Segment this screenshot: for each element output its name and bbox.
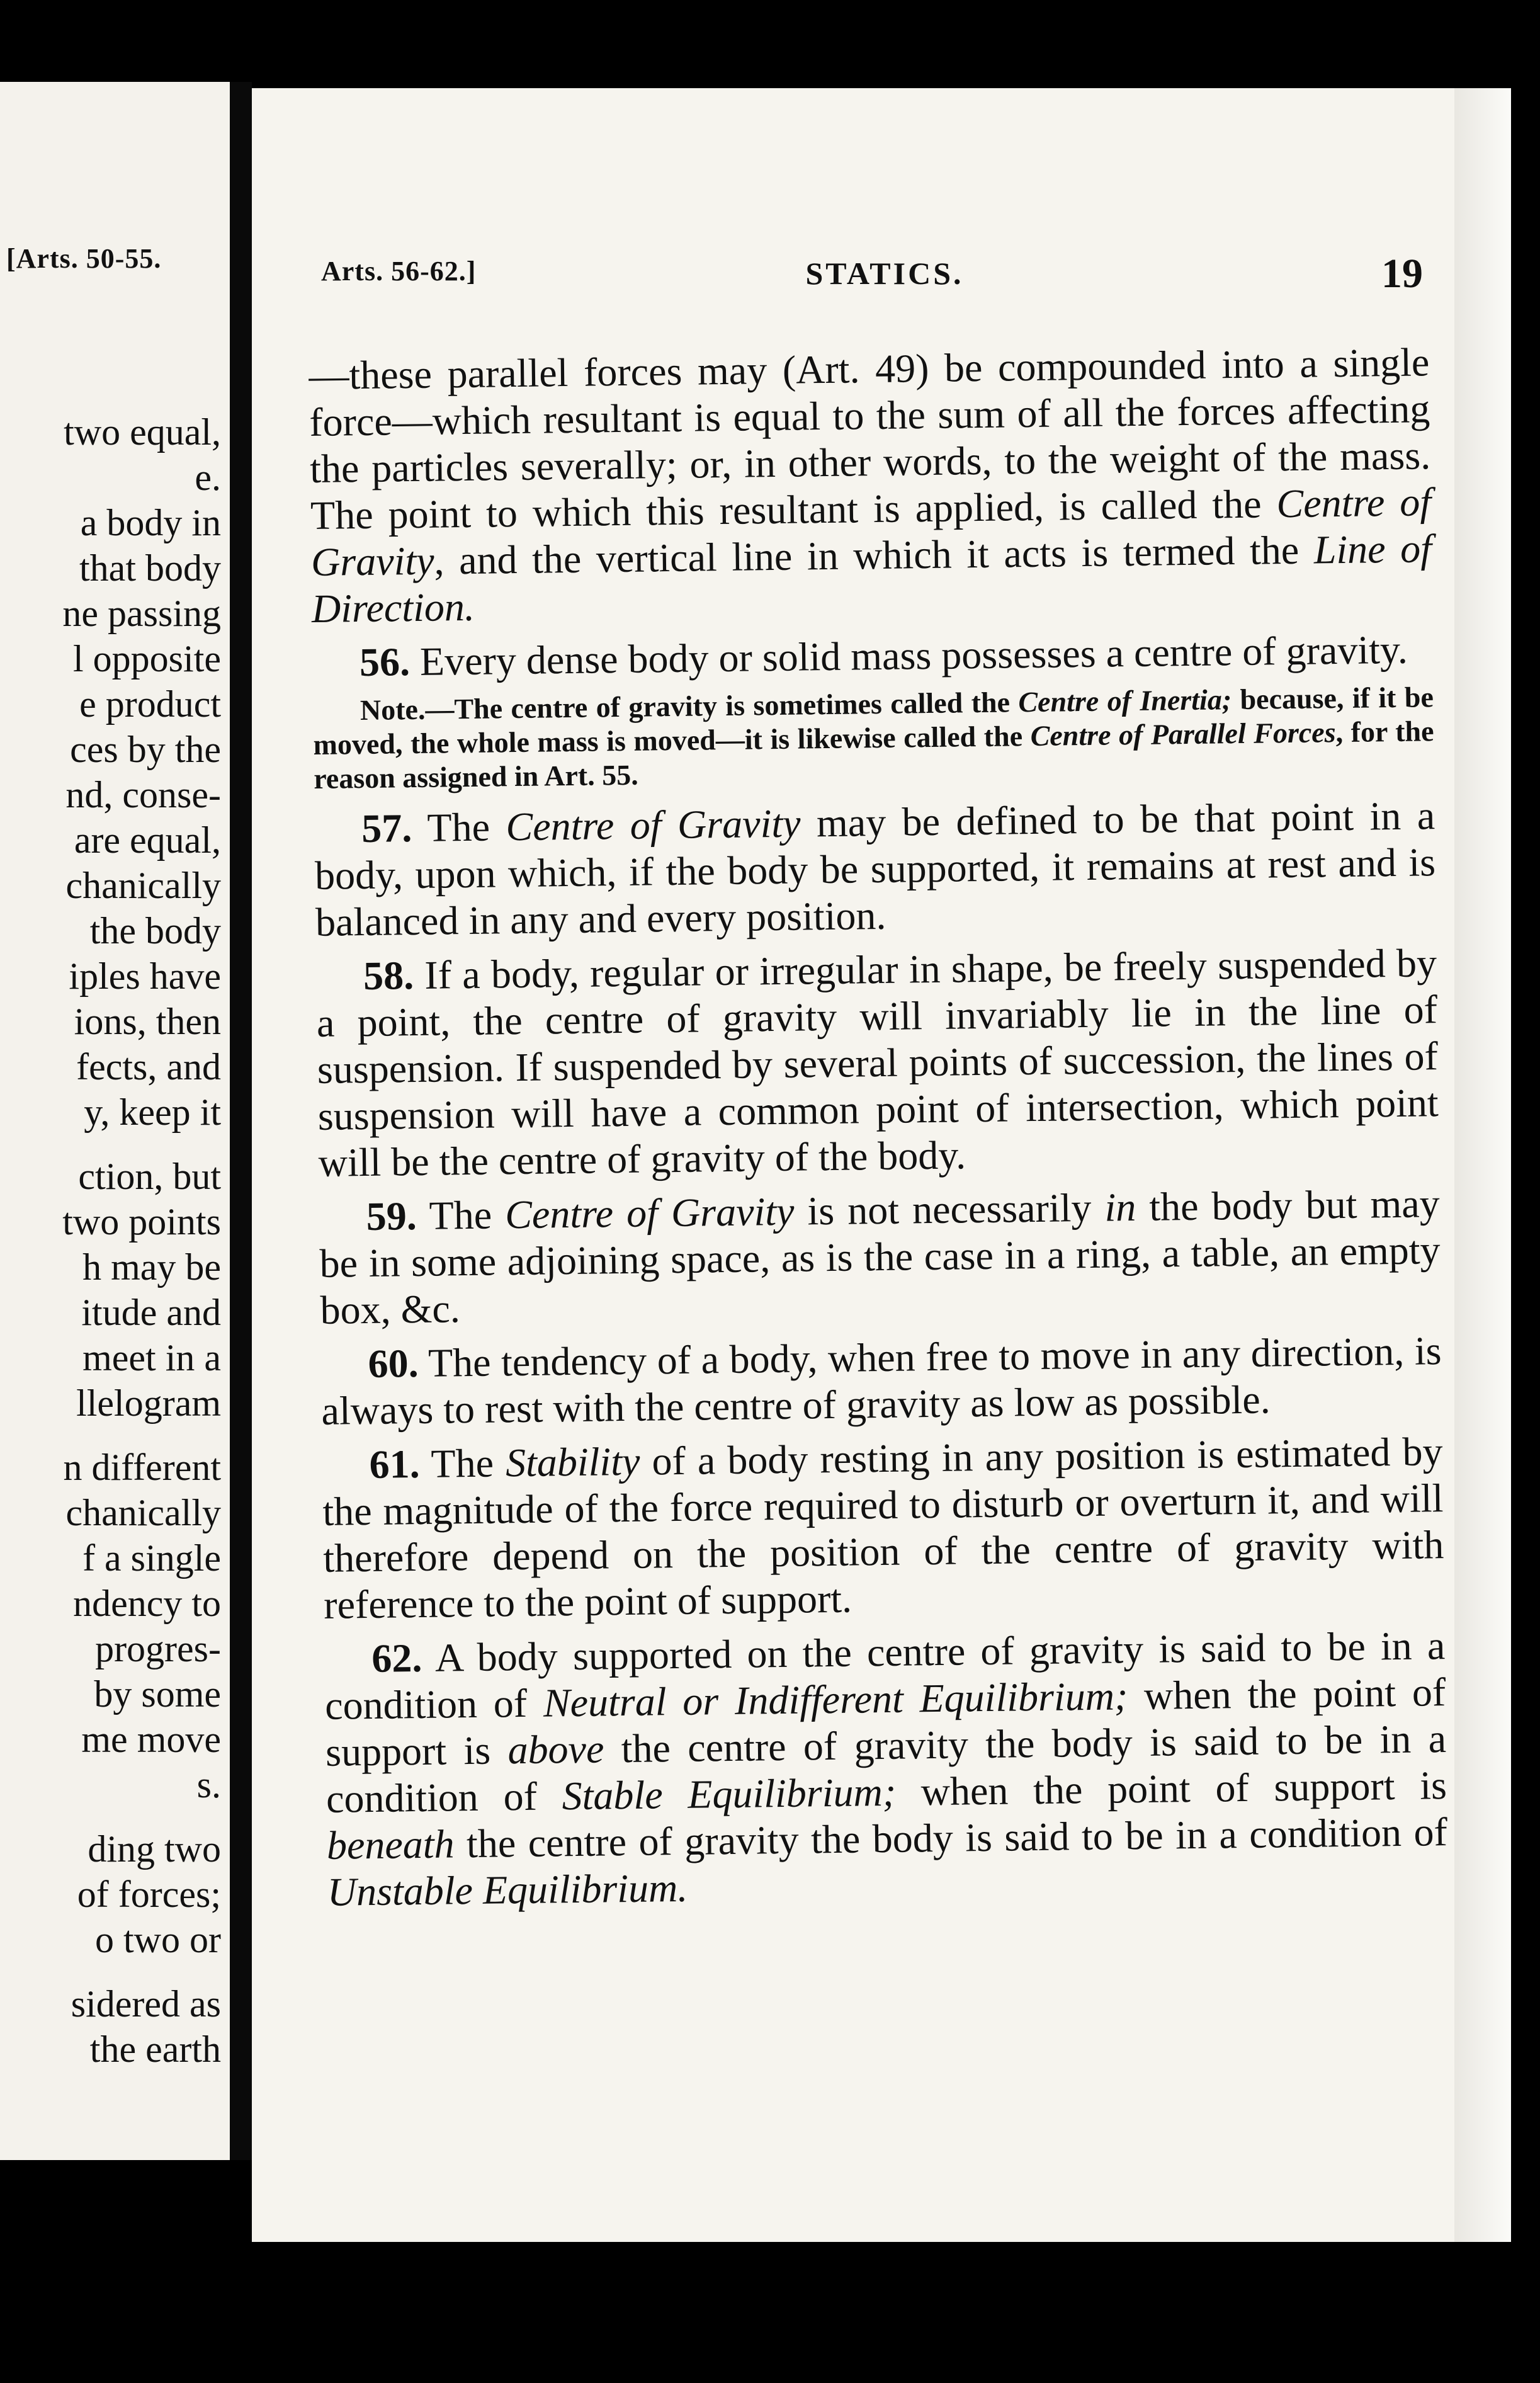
- note-paragraph: [313, 680, 1435, 796]
- running-head: [321, 251, 1448, 305]
- italic-term: beneath: [326, 1821, 455, 1868]
- left-page-line: two points: [62, 1201, 221, 1243]
- body-text: [309, 339, 1448, 1923]
- article-cont: [309, 339, 1432, 632]
- left-page-line: itude and: [81, 1292, 221, 1333]
- italic-term: in: [1104, 1185, 1136, 1230]
- text-run: A body supported on the centre of gravity is said to be in a condition of: [324, 1623, 1446, 1728]
- left-page-line: [0, 1807, 221, 1826]
- left-page-fragment: [0, 82, 230, 2160]
- text-run: The tendency of a body, when free to move in any direction, is always to rest with the centre of gravity as low as possible.: [321, 1328, 1442, 1433]
- italic-term: above: [507, 1726, 604, 1773]
- left-page-line: the body: [89, 910, 221, 952]
- left-page-line: that body: [79, 547, 221, 589]
- text-run: the body but may be in some adjoining space, as is the case in a ring, a table, an empty box, &c.: [319, 1181, 1441, 1333]
- page-number: 19: [1381, 251, 1423, 297]
- italic-term: Centre of Gravity: [504, 1188, 795, 1237]
- left-page-line: a body in: [80, 502, 221, 543]
- article-number: 56.: [359, 639, 410, 685]
- left-page-line: chanically: [65, 1492, 221, 1533]
- left-page-line: by some: [94, 1673, 221, 1715]
- left-page-line: progres-: [95, 1628, 221, 1669]
- text-run: , and the vertical line in which it acts is termed the: [434, 527, 1315, 583]
- left-page-running-head: [Arts. 50-55.: [6, 243, 162, 274]
- text-run: The: [411, 804, 506, 851]
- article-a57: [314, 792, 1437, 946]
- left-page-line: two equal,: [64, 411, 221, 453]
- left-page-line: llelogram: [76, 1382, 221, 1424]
- left-page-line: the earth: [89, 2028, 221, 2070]
- article-a60: [320, 1328, 1442, 1435]
- left-page-line: e.: [195, 457, 221, 498]
- left-page-line: f a single: [82, 1537, 221, 1579]
- article-number: 58.: [363, 953, 414, 999]
- running-head-title: STATICS.: [805, 256, 964, 291]
- italic-term: Line of Direction.: [311, 526, 1432, 631]
- italic-term: Neutral or Indifferent Equilibrium;: [543, 1673, 1128, 1726]
- left-page-line: o two or: [95, 1919, 221, 1960]
- text-run: the centre of gravity the body is said to be in a condition of: [326, 1716, 1447, 1821]
- text-run: because, if it be moved, the whole mass is moved—it is likewise called the: [313, 681, 1434, 761]
- left-page-line: chanically: [65, 865, 221, 906]
- left-page-line: h may be: [82, 1246, 221, 1288]
- left-page-text: [0, 409, 221, 2072]
- article-number: 60.: [368, 1340, 419, 1386]
- left-page-line: meet in a: [82, 1337, 221, 1379]
- left-page-line: l opposite: [73, 638, 221, 680]
- article-number: 62.: [371, 1635, 422, 1681]
- left-page-line: s.: [196, 1764, 221, 1806]
- italic-term: Centre of Gravity: [310, 479, 1432, 584]
- left-page-line: sidered as: [71, 1983, 221, 2025]
- italic-term: Unstable Equilibrium.: [327, 1865, 688, 1914]
- italic-term: Stable Equilibrium;: [562, 1769, 897, 1819]
- text-run: The: [416, 1192, 506, 1239]
- left-page-line: are equal,: [74, 819, 221, 861]
- left-page-line: ces by the: [70, 729, 221, 770]
- text-run: —these parallel forces may (Art. 49) be compounded into a single force—which resultant is equal to the sum of all the forces affecting the particles severally; or, in other words, to the weight of the mass. The point to which this resultant is applied, is called the: [309, 339, 1431, 538]
- text-run: If a body, regular or irregular in shape, be freely suspended by a point, the centre of gravity will invariably lie in the line of suspension. If suspended by several points of succession, the lines of suspension will have a common point of intersection, which point will be the centre of gravity of the body.: [316, 940, 1439, 1185]
- left-page-line: fects, and: [76, 1046, 221, 1088]
- left-page-line: ction, but: [78, 1156, 221, 1197]
- text-run: , for the reason assigned in Art. 55.: [313, 715, 1434, 795]
- text-run: of a body resting in any position is estimated by the magnitude of the force required to disturb or overturn it, and will therefore depend on the position of the centre of gravity with reference to the point of support.: [322, 1429, 1444, 1627]
- text-run: The: [419, 1440, 506, 1486]
- article-a59: [319, 1180, 1441, 1334]
- page-edge: [1454, 88, 1511, 2242]
- left-page-line: [0, 1135, 221, 1154]
- left-page-line: [0, 1962, 221, 1981]
- italic-term: Stability: [505, 1438, 640, 1486]
- left-page-line: ne passing: [62, 593, 221, 634]
- article-number: 61.: [369, 1441, 421, 1487]
- italic-term: Centre of Parallel Forces: [1030, 716, 1336, 753]
- text-run: Note.—The centre of gravity is sometimes called the: [360, 686, 1019, 727]
- left-page-line: e product: [79, 683, 221, 725]
- left-page-line: ndency to: [73, 1583, 221, 1624]
- article-a58: [316, 940, 1439, 1186]
- left-page-line: me move: [81, 1719, 221, 1760]
- article-a56: [312, 626, 1434, 686]
- left-page-line: [0, 1426, 221, 1445]
- text-run: when the point of support is: [325, 1669, 1446, 1775]
- left-page-line: iples have: [69, 955, 221, 997]
- book-gutter: [230, 82, 252, 2160]
- left-page-line: of forces;: [77, 1874, 221, 1915]
- running-head-articles: Arts. 56-62.]: [321, 256, 477, 287]
- text-run: is not necessarily: [793, 1185, 1105, 1234]
- article-number: 59.: [366, 1193, 417, 1239]
- left-page-line: ding two: [88, 1828, 221, 1870]
- left-page-line: ions, then: [74, 1001, 221, 1042]
- text-run: may be defined to be that point in a body, upon which, if the body be supported, it remains at rest and is balanced in any and every position.: [314, 793, 1436, 945]
- article-number: 57.: [361, 805, 412, 851]
- left-page-line: y, keep it: [84, 1091, 221, 1133]
- right-page: [252, 88, 1511, 2242]
- italic-term: Centre of Gravity: [506, 800, 801, 850]
- left-page-line: n different: [63, 1447, 221, 1488]
- text-run: Every dense body or solid mass possesses a centre of gravity.: [409, 627, 1408, 685]
- left-page-line: nd, conse-: [65, 774, 221, 816]
- article-a61: [322, 1428, 1444, 1629]
- text-run: the centre of gravity the body is said to be in a condition of: [454, 1809, 1448, 1867]
- italic-term: Centre of Inertia;: [1018, 683, 1232, 719]
- text-run: when the point of support is: [895, 1763, 1447, 1814]
- article-a62: [324, 1622, 1448, 1916]
